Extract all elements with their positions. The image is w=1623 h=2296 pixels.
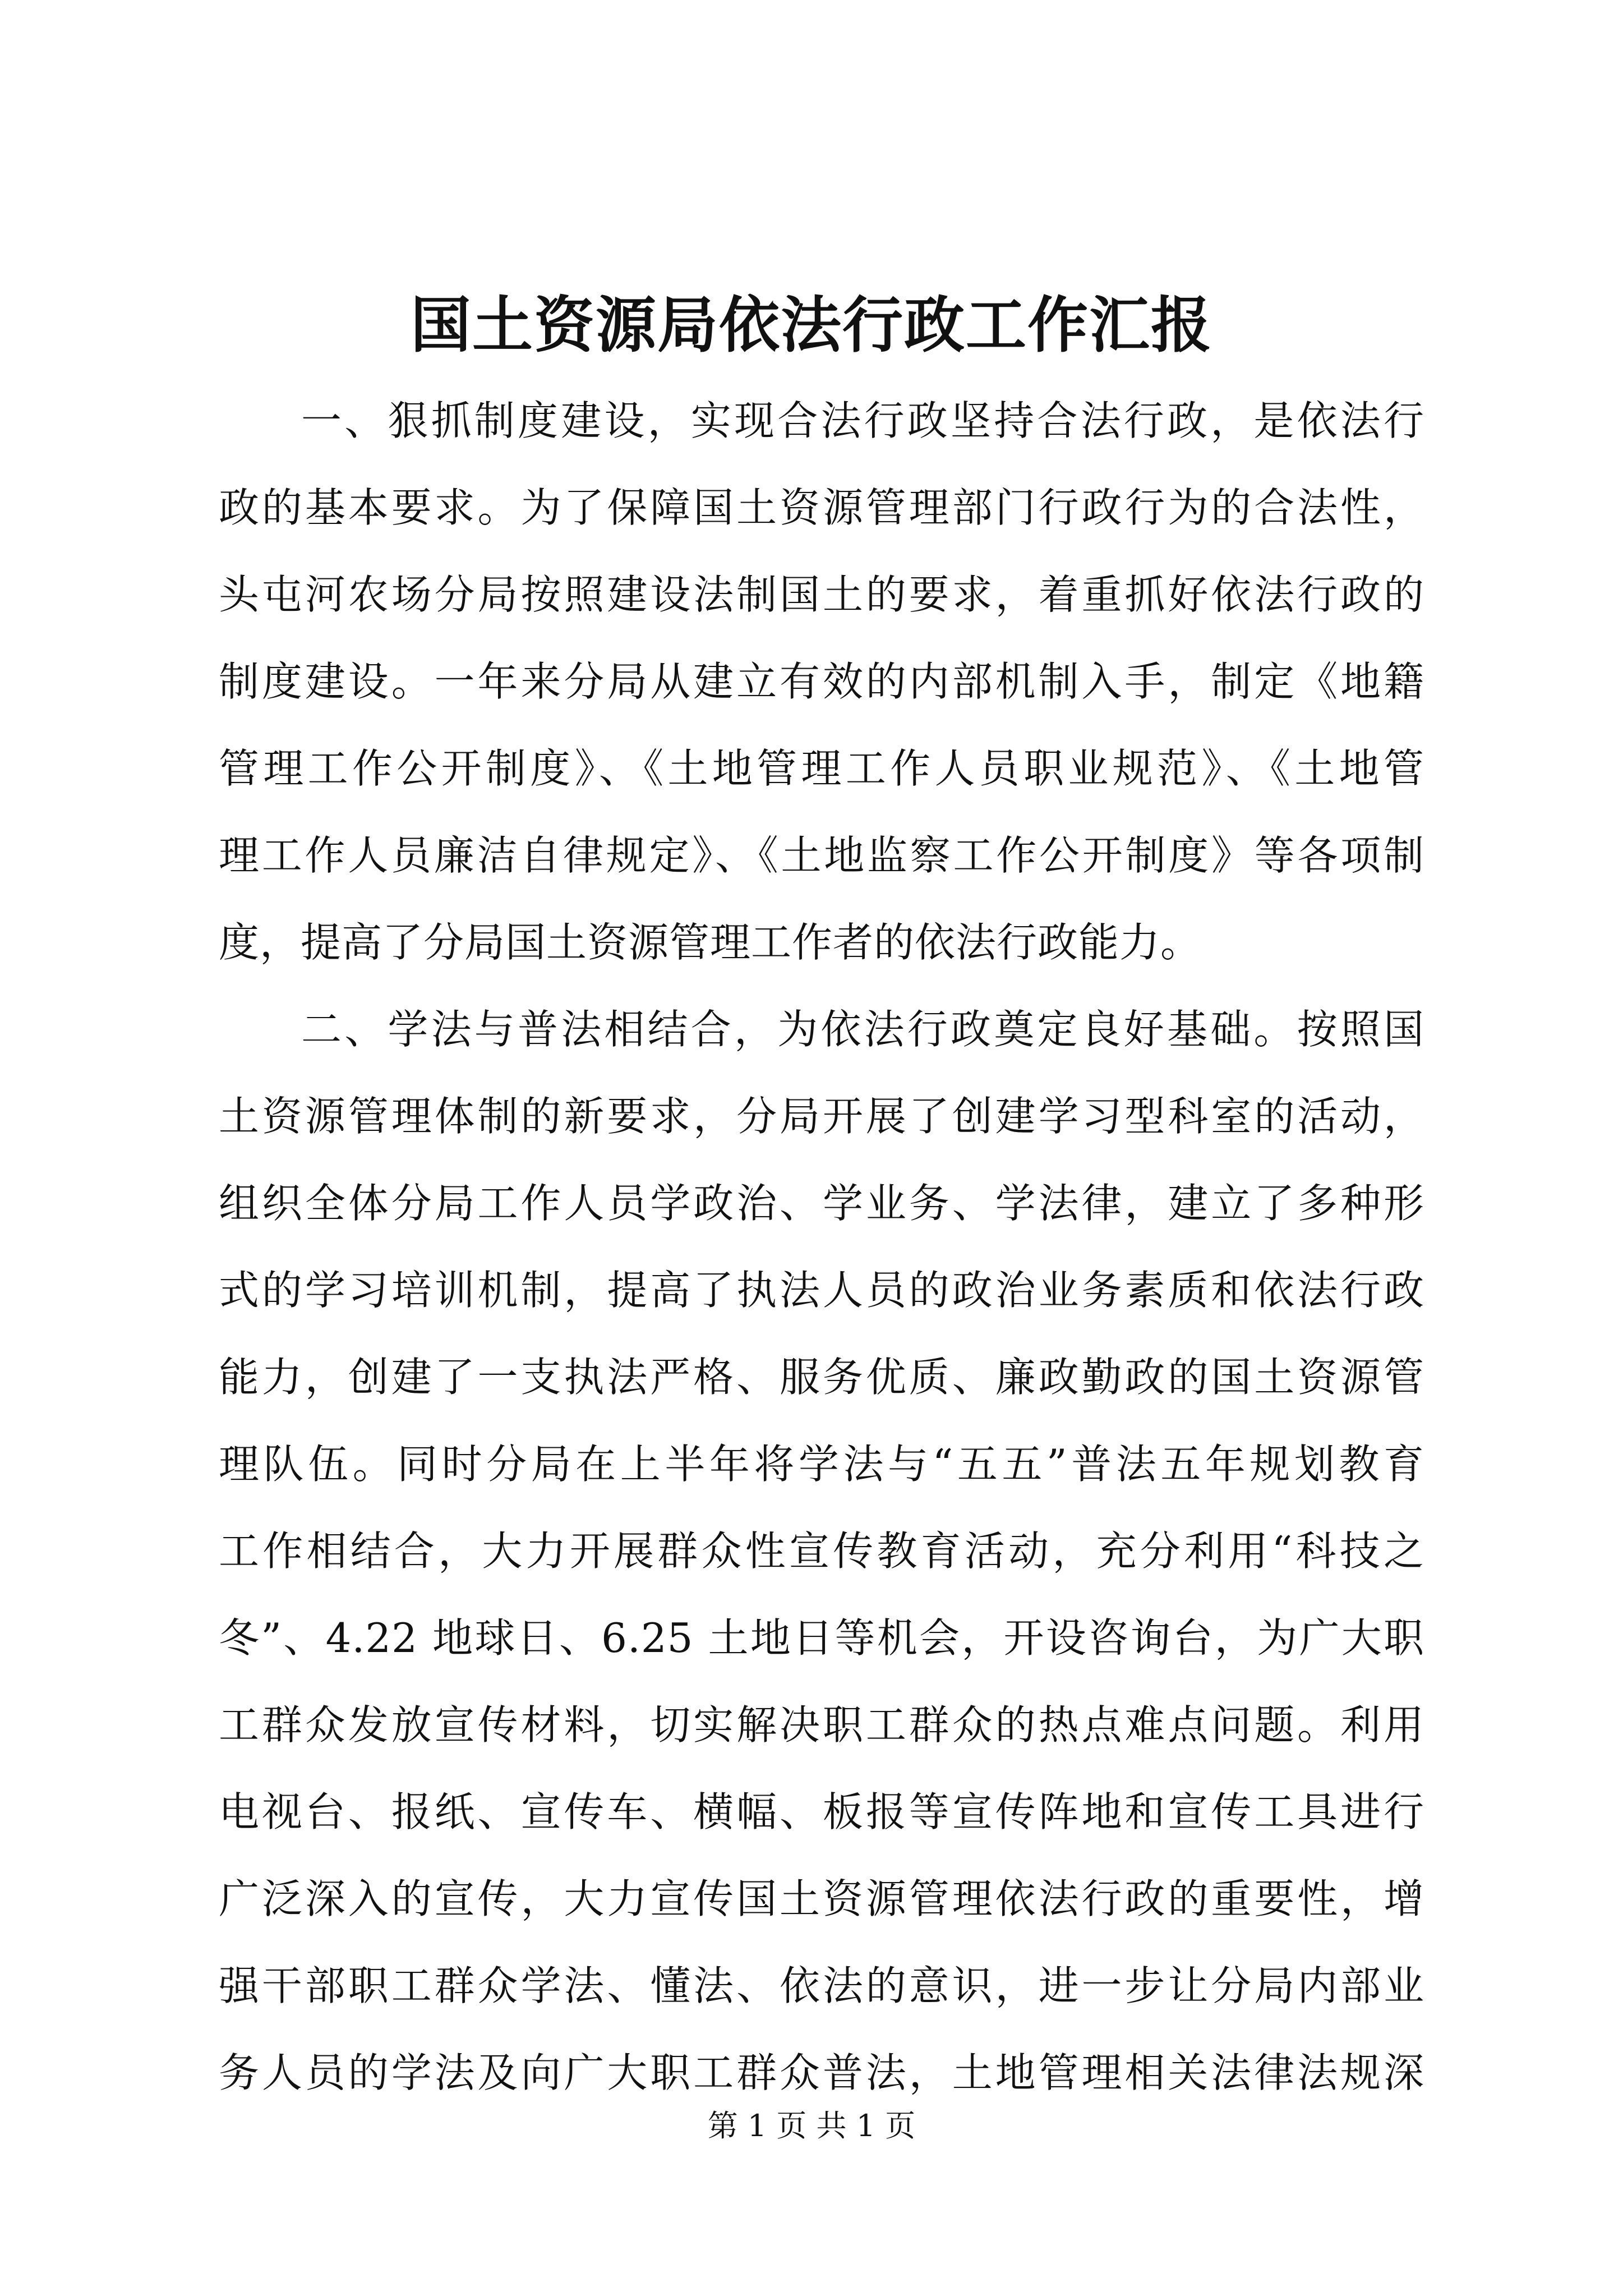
text-line: 制度建设。一年来分局从建立有效的内部机制入手，制定《地籍 (219, 658, 1424, 705)
text-line: 工作相结合，大力开展群众性宣传教育活动，充分利用“科技之 (219, 1527, 1424, 1575)
text-line: 理队伍。同时分局在上半年将学法与“五五”普法五年规划教育 (219, 1441, 1424, 1488)
text-line: 度，提高了分局国土资源管理工作者的依法行政能力。 (219, 919, 1202, 966)
text-line: 土资源管理体制的新要求，分局开展了创建学习型科室的活动， (219, 1093, 1424, 1140)
text-line: 二、学法与普法相结合，为依法行政奠定良好基础。按照国 (301, 1006, 1424, 1053)
text-line: 组织全体分局工作人员学政治、学业务、学法律，建立了多种形 (219, 1180, 1424, 1227)
page-footer: 第 1 页 共 1 页 (707, 2108, 916, 2143)
text-line: 式的学习培训机制，提高了执法人员的政治业务素质和依法行政 (219, 1267, 1424, 1314)
text-line: 广泛深入的宣传，大力宣传国土资源管理依法行政的重要性，增 (219, 1875, 1424, 1922)
text-line: 理工作人员廉洁自律规定》、《土地监察工作公开制度》等各项制 (219, 832, 1424, 879)
text-line: 管理工作公开制度》、《土地管理工作人员职业规范》、《土地管 (219, 745, 1424, 792)
text-line: 务人员的学法及向广大职工群众普法，土地管理相关法律法规深 (219, 2049, 1424, 2096)
text-line: 工群众发放宣传材料，切实解决职工群众的热点难点问题。利用 (219, 1701, 1424, 1749)
text-line: 能力，创建了一支执法严格、服务优质、廉政勤政的国土资源管 (219, 1354, 1424, 1401)
text-line: 电视台、报纸、宣传车、横幅、板报等宣传阵地和宣传工具进行 (219, 1788, 1424, 1835)
text-line: 冬”、4.22 地球日、6.25 土地日等机会，开设咨询台，为广大职 (219, 1614, 1424, 1662)
text-line: 政的基本要求。为了保障国土资源管理部门行政行为的合法性， (219, 484, 1424, 531)
text-line: 头屯河农场分局按照建设法制国土的要求，着重抓好依法行政的 (219, 571, 1424, 618)
text-line: 强干部职工群众学法、懂法、依法的意识，进一步让分局内部业 (219, 1962, 1424, 2009)
document-title: 国土资源局依法行政工作汇报 (410, 290, 1212, 361)
text-line: 一、狠抓制度建设，实现合法行政坚持合法行政，是依法行 (301, 397, 1424, 444)
